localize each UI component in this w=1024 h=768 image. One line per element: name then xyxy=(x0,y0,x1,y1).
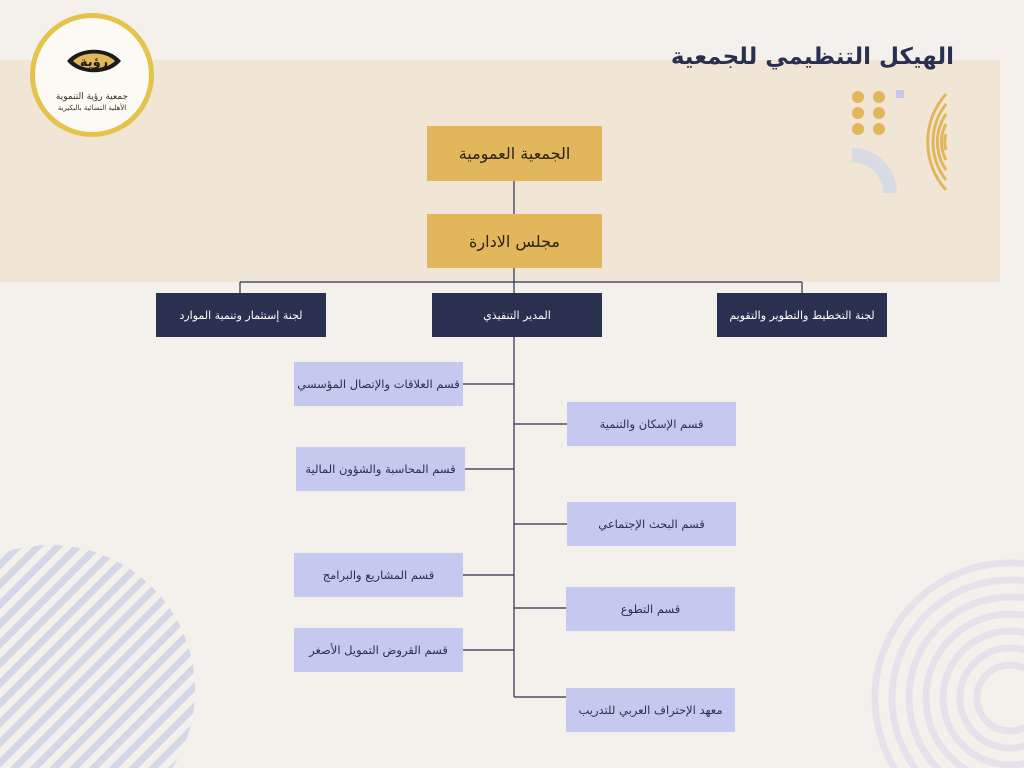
department-box xyxy=(294,362,463,406)
department-label: معهد الإحتراف العربي للتدريب xyxy=(578,703,723,717)
department-label: قسم الإسكان والتنمية xyxy=(599,417,704,431)
logo-name-line2: الأهلية النسائية بالبكيرية xyxy=(57,104,127,112)
committee-investment-box xyxy=(156,293,326,337)
board-box xyxy=(427,214,602,268)
department-box xyxy=(566,587,735,631)
logo-name-line1: جمعية رؤية التنموية xyxy=(55,92,129,102)
department-box xyxy=(294,553,463,597)
department-box xyxy=(567,502,736,546)
department-label: قسم القروض التمويل الأصغر xyxy=(309,643,448,657)
department-label: قسم البحث الإجتماعي xyxy=(598,517,705,531)
department-box xyxy=(566,688,735,732)
executive-director-box xyxy=(432,293,602,337)
department-box xyxy=(567,402,736,446)
committee-planning-label: لجنة التخطيط والتطوير والتقويم xyxy=(729,308,875,322)
page-title: الهيكل التنظيمي للجمعية xyxy=(670,44,954,70)
committee-planning-box xyxy=(717,293,887,337)
department-box xyxy=(294,628,463,672)
department-box xyxy=(296,447,465,491)
general-assembly-label: الجمعية العمومية xyxy=(458,144,571,163)
department-label: قسم المشاريع والبرامج xyxy=(322,568,435,582)
executive-director-label: المدير التنفيذي xyxy=(483,308,551,322)
department-label: قسم العلاقات والإتصال المؤسسي xyxy=(297,377,460,391)
logo-mark-text: رؤية xyxy=(79,55,109,70)
board-label: مجلس الادارة xyxy=(469,231,560,251)
department-label: قسم المحاسبة والشؤون المالية xyxy=(305,462,456,476)
general-assembly-box xyxy=(427,126,602,181)
committee-investment-label: لجنة إستثمار وتنمية الموارد xyxy=(179,308,303,322)
department-label: قسم التطوع xyxy=(620,602,681,616)
